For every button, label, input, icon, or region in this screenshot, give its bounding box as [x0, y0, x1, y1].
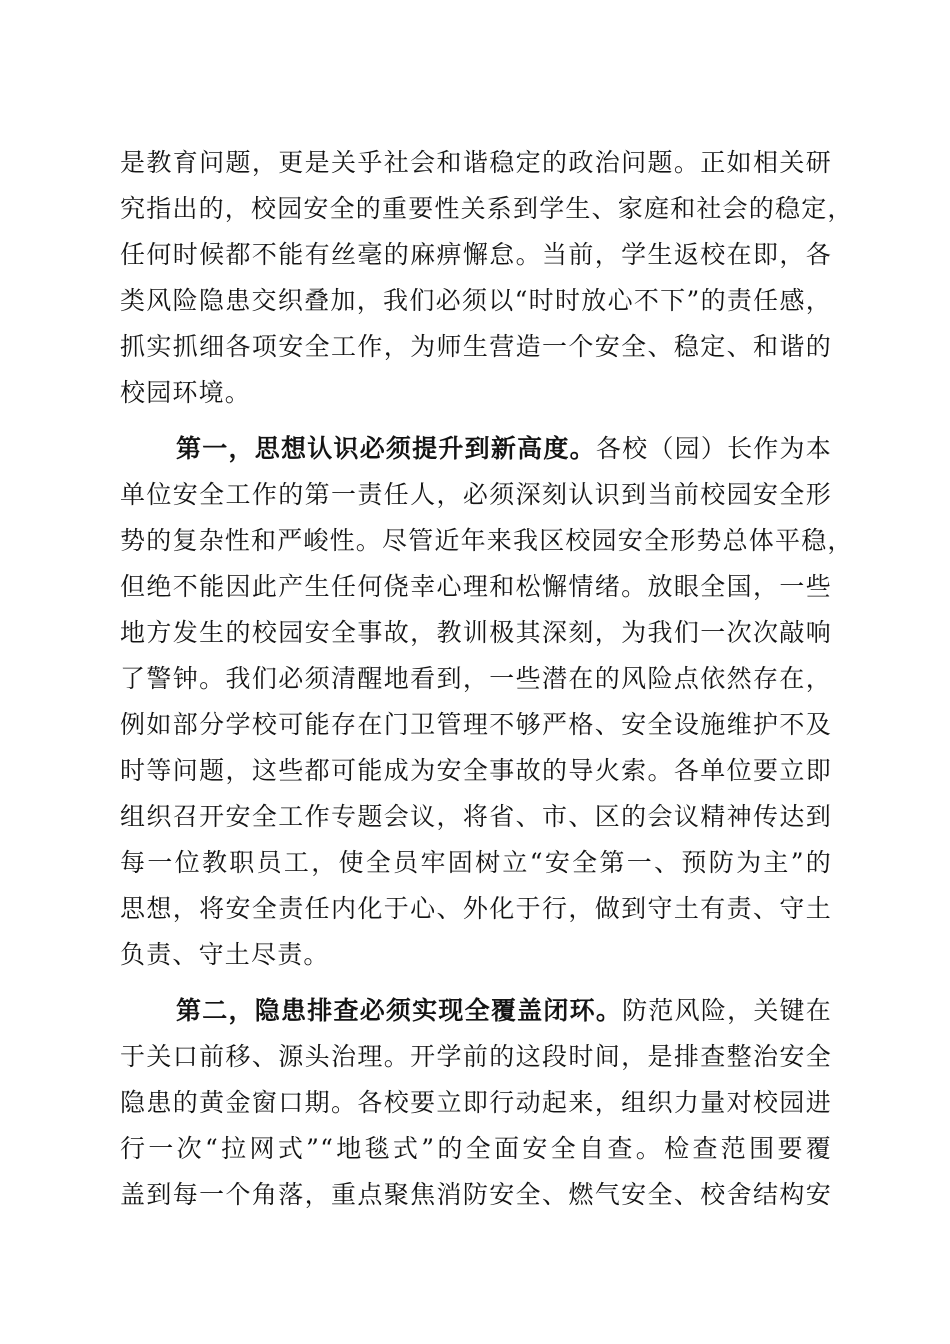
section-1-first-line — [120, 426, 832, 472]
text-line: 隐患的黄金窗口期。各校要立即行动起来，组织力量对校园进 — [120, 1088, 832, 1117]
text-line: 时等问题，这些都可能成为安全事故的导火索。各单位要立即 — [120, 756, 832, 785]
document-body — [120, 140, 854, 1218]
text-line: 任何时候都不能有丝毫的麻痹懈怠。当前，学生返校在即，各 — [120, 240, 832, 269]
text-line: 但绝不能因此产生任何侥幸心理和松懈情绪。放眼全国，一些 — [120, 572, 832, 601]
text-line: 了警钟。我们必须清醒地看到，一些潜在的风险点依然存在， — [120, 664, 832, 693]
text-line: 盖到每一个角落，重点聚焦消防安全、燃气安全、校舍结构安 — [120, 1180, 832, 1209]
text-line: 是教育问题，更是关乎社会和谐稳定的政治问题。正如相关研 — [120, 148, 832, 177]
text-line: 组织召开安全工作专题会议，将省、市、区的会议精神传达到 — [120, 802, 832, 831]
text-line: 单位安全工作的第一责任人，必须深刻认识到当前校园安全形 — [120, 480, 832, 509]
section-1-first-text: 各校（园）长作为本 — [595, 434, 832, 463]
text-line: 抓实抓细各项安全工作，为师生营造一个安全、稳定、和谐的 — [120, 332, 832, 361]
text-line: 类风险隐患交织叠加，我们必须以“时时放心不下”的责任感， — [120, 286, 832, 315]
paragraph-intro — [120, 140, 854, 416]
section-2-first-text: 防范风险，关键在 — [622, 996, 832, 1025]
paragraph-section-1 — [120, 426, 854, 978]
text-line: 校园环境。 — [120, 378, 252, 407]
text-line: 负责、守土尽责。 — [120, 940, 330, 969]
text-line: 思想，将安全责任内化于心、外化于行，做到守土有责、守土 — [120, 894, 832, 923]
text-line: 地方发生的校园安全事故，教训极其深刻，为我们一次次敲响 — [120, 618, 832, 647]
text-line: 势的复杂性和严峻性。尽管近年来我区校园安全形势总体平稳， — [120, 526, 854, 555]
section-2-heading: 第二，隐患排查必须实现全覆盖闭环。 — [176, 996, 623, 1025]
section-1-heading: 第一，思想认识必须提升到新高度。 — [176, 434, 596, 463]
section-2-first-line — [120, 988, 832, 1034]
paragraph-section-2 — [120, 988, 832, 1218]
text-line: 究指出的，校园安全的重要性关系到学生、家庭和社会的稳定， — [120, 194, 854, 223]
text-line: 例如部分学校可能存在门卫管理不够严格、安全设施维护不及 — [120, 710, 832, 739]
text-line: 行一次“拉网式”“地毯式”的全面安全自查。检查范围要覆 — [120, 1134, 832, 1163]
text-line: 于关口前移、源头治理。开学前的这段时间，是排查整治安全 — [120, 1042, 832, 1071]
text-line: 每一位教职员工，使全员牢固树立“安全第一、预防为主”的 — [120, 848, 832, 877]
